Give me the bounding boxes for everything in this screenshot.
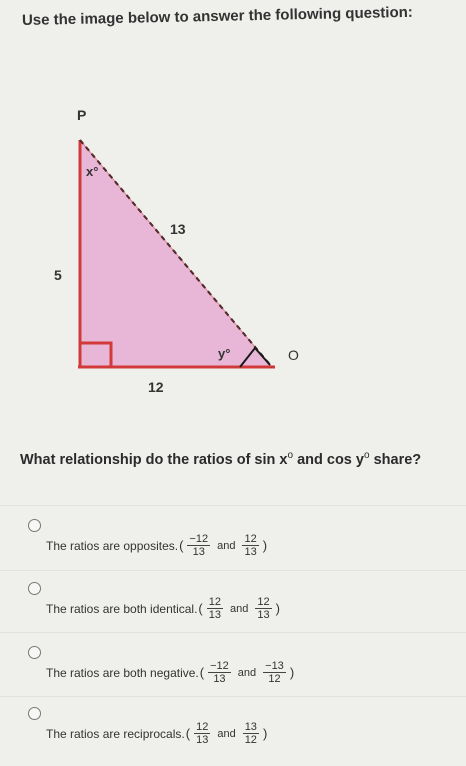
and-word: and — [230, 602, 249, 615]
paren-close: ) — [289, 665, 295, 680]
and-word: and — [217, 727, 236, 740]
radio-button[interactable] — [28, 707, 41, 720]
triangle-diagram — [0, 90, 466, 420]
answer-choice-negative[interactable] — [24, 642, 454, 698]
choice-label — [46, 660, 295, 685]
fraction-2 — [243, 721, 259, 746]
question-mid: and cos — [297, 451, 352, 468]
numerator: 12 — [244, 533, 257, 545]
fraction-2 — [263, 660, 286, 685]
side-label-left: 5 — [54, 267, 62, 283]
radio-button[interactable] — [28, 519, 41, 532]
fraction-2 — [242, 533, 258, 558]
numerator: 12 — [196, 721, 209, 733]
and-word: and — [217, 539, 236, 552]
radio-button[interactable] — [28, 646, 41, 659]
choice-text: The ratios are opposites. — [46, 538, 179, 553]
choice-text: The ratios are both negative. — [46, 665, 199, 680]
question-degree-1: o — [287, 450, 294, 461]
choice-label — [46, 721, 268, 746]
choice-label — [46, 596, 281, 621]
fraction-1 — [194, 721, 210, 746]
question-text — [20, 450, 421, 468]
denominator: 13 — [208, 609, 222, 621]
radio-button[interactable] — [28, 582, 41, 595]
numerator: 12 — [257, 596, 270, 608]
denominator: 12 — [268, 673, 281, 685]
question-degree-2: o — [363, 450, 370, 461]
vertex-label-o: O — [288, 347, 299, 363]
question-post: share? — [373, 451, 422, 468]
fraction-1 — [208, 660, 231, 685]
instruction-text: Use the image below to answer the following question: — [21, 3, 413, 29]
divider — [0, 505, 466, 506]
fraction-1 — [187, 533, 210, 558]
paren-open: ( — [185, 726, 191, 741]
fraction-2 — [255, 596, 271, 621]
denominator: 13 — [213, 673, 226, 685]
paren-open: ( — [199, 665, 205, 680]
side-label-hypotenuse: 13 — [170, 221, 186, 237]
denominator: 13 — [244, 546, 257, 558]
numerator: 13 — [244, 721, 257, 733]
denominator: 12 — [244, 734, 257, 746]
paren-open: ( — [179, 538, 184, 553]
question-var-y: y — [355, 451, 364, 468]
question-pre: What relationship do the ratios of sin — [20, 451, 276, 468]
question-var-x: x — [279, 451, 288, 468]
and-word: and — [237, 666, 257, 679]
numerator: −12 — [189, 533, 209, 545]
denominator: 13 — [257, 609, 270, 621]
vertex-label-p: P — [77, 107, 87, 123]
side-label-bottom: 12 — [148, 379, 164, 395]
choice-text: The ratios are reciprocals. — [46, 726, 185, 741]
paren-close: ) — [262, 538, 268, 553]
paren-open: ( — [198, 601, 203, 616]
numerator: 12 — [208, 596, 222, 608]
paren-close: ) — [262, 726, 268, 741]
angle-label-x: x° — [86, 164, 99, 179]
paren-close: ) — [275, 601, 280, 616]
answer-choice-identical[interactable] — [24, 578, 454, 634]
numerator: −12 — [210, 660, 229, 672]
denominator: 13 — [196, 734, 209, 746]
answer-choice-reciprocals[interactable] — [24, 703, 454, 759]
denominator: 13 — [192, 546, 205, 558]
choice-label — [46, 533, 268, 558]
angle-label-y: y° — [218, 346, 231, 361]
fraction-1 — [207, 596, 223, 621]
choice-text: The ratios are both identical. — [46, 601, 198, 616]
answer-choice-opposites[interactable] — [24, 515, 454, 571]
numerator: −13 — [265, 660, 284, 672]
